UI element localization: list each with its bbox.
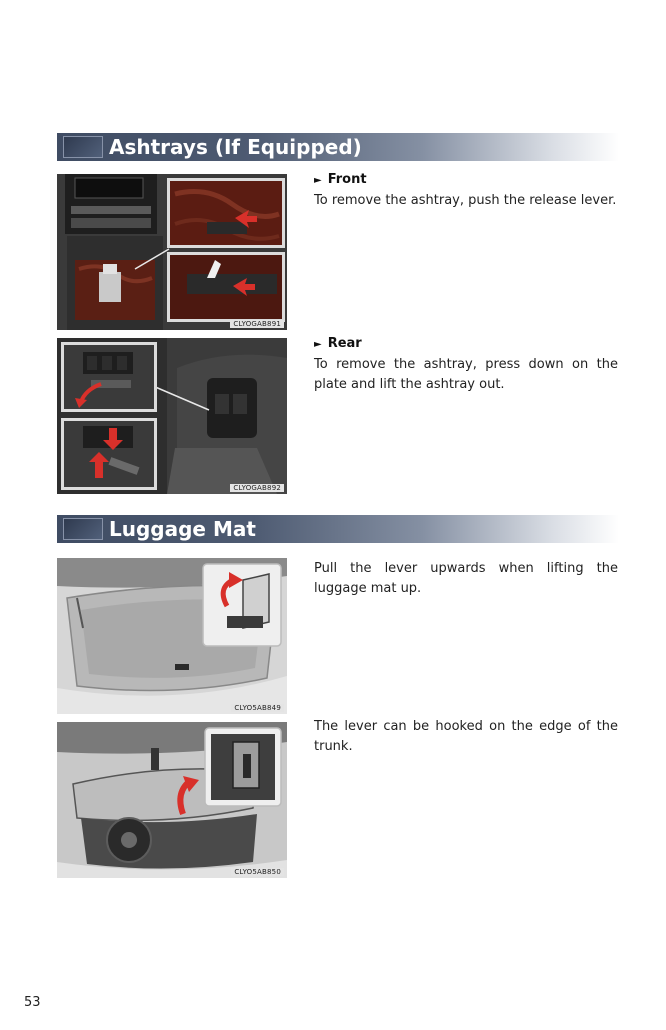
front-ashtray-instructions: To remove the ashtray, push the release lever. — [314, 193, 617, 208]
triangle-marker-icon: ► — [314, 175, 322, 186]
image-code: CLYOGAB891 — [230, 320, 284, 328]
luggage-mat-lever-illustration — [57, 558, 287, 714]
image-code: CLYO5AB850 — [231, 868, 284, 876]
rear-ashtray-text-block — [314, 334, 618, 395]
triangle-marker-icon: ► — [314, 339, 322, 350]
rear-ashtray-illustration — [57, 338, 287, 494]
subheading-label: Rear — [327, 336, 362, 351]
section-title: Ashtrays (If Equipped) — [109, 135, 362, 159]
luggage-mat-hook-text: The lever can be hooked on the edge of the trunk. — [314, 719, 618, 754]
image-code: CLYO5AB849 — [231, 704, 284, 712]
luggage-mat-lift-text: Pull the lever upwards when lifting the luggage mat up. — [314, 561, 618, 596]
image-code: CLYOGAB892 — [230, 484, 284, 492]
front-ashtray-text-block — [314, 170, 618, 211]
header-swatch — [63, 518, 103, 540]
subheading-label: Front — [327, 172, 367, 187]
subheading-front — [314, 170, 618, 191]
header-swatch — [63, 136, 103, 158]
rear-ashtray-instructions: To remove the ashtray, press down on the plate and lift the ashtray out. — [314, 357, 618, 392]
front-ashtray-illustration — [57, 174, 287, 330]
page-number: 53 — [24, 995, 41, 1010]
section-header-ashtrays — [57, 133, 619, 161]
section-title: Luggage Mat — [109, 517, 256, 541]
luggage-mat-hook-illustration — [57, 722, 287, 878]
subheading-rear — [314, 334, 618, 355]
section-header-luggage-mat — [57, 515, 619, 543]
